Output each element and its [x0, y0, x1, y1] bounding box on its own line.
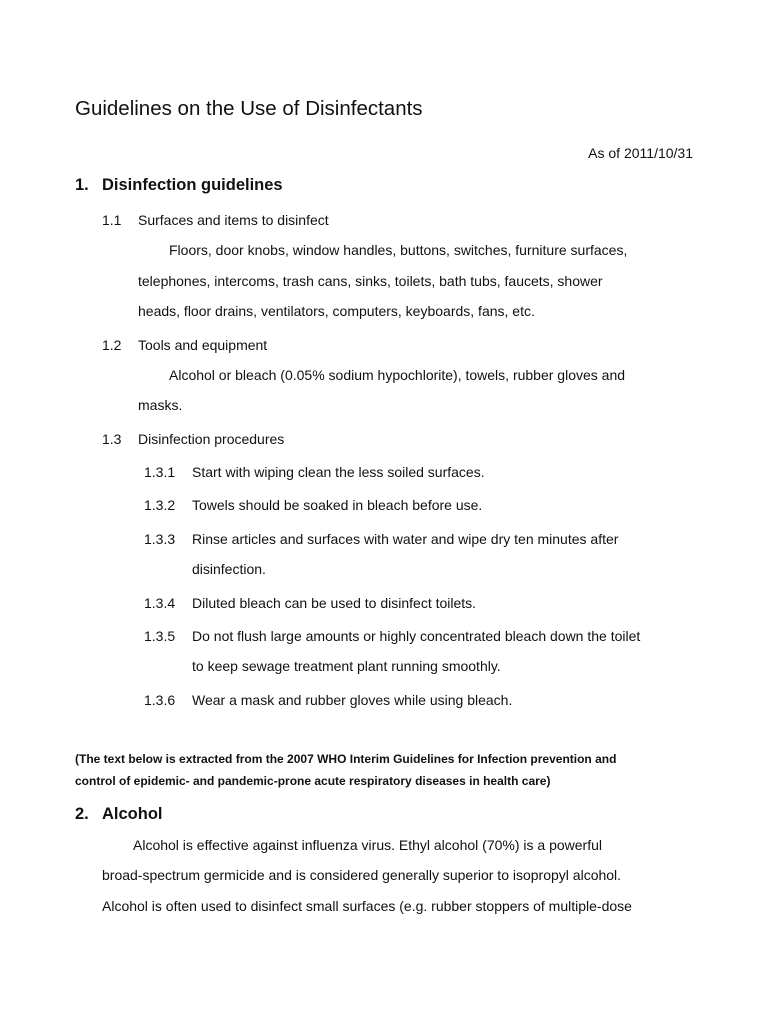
subsection-1-2-title: Tools and equipment	[138, 337, 268, 353]
section-2-text-line: Alcohol is often used to disinfect small surfaces (e.g. rubber stoppers of multiple-dose	[102, 898, 632, 914]
subsection-1-3-title: Disinfection procedures	[138, 431, 285, 447]
section-2-number: 2.	[75, 805, 89, 823]
procedure-text-line: to keep sewage treatment plant running smoothly.	[192, 658, 501, 674]
section-2-title: Alcohol	[102, 805, 163, 823]
procedure-text-line: Start with wiping clean the less soiled surfaces.	[192, 464, 485, 480]
source-note-line: control of epidemic- and pandemic-prone acute respiratory diseases in health care)	[75, 774, 551, 788]
procedure-text-line: Do not flush large amounts or highly concentrated bleach down the toilet	[192, 628, 641, 644]
subsection-1-2-text-line: Alcohol or bleach (0.05% sodium hypochlorite), towels, rubber gloves and	[169, 367, 626, 383]
subsection-1-1-text-line: Floors, door knobs, window handles, buttons, switches, furniture surfaces,	[169, 242, 628, 258]
subsection-1-1-text-line: heads, floor drains, ventilators, computers, keyboards, fans, etc.	[138, 303, 535, 319]
procedure-text-line: Diluted bleach can be used to disinfect toilets.	[192, 595, 477, 611]
subsection-1-2-number: 1.2	[102, 337, 122, 353]
procedure-number: 1.3.5	[144, 628, 176, 644]
procedure-text-line: Wear a mask and rubber gloves while using bleach.	[192, 692, 513, 708]
section-1-heading	[75, 176, 283, 195]
document-title: Guidelines on the Use of Disinfectants	[75, 97, 423, 120]
subsection-1-1-title: Surfaces and items to disinfect	[138, 212, 329, 228]
subsection-1-1-text-line: telephones, intercoms, trash cans, sinks, toilets, bath tubs, faucets, shower	[138, 273, 603, 289]
section-2-text-line: Alcohol is effective against influenza virus. Ethyl alcohol (70%) is a powerful	[133, 837, 602, 853]
subsection-1-1-number: 1.1	[102, 212, 122, 228]
procedure-text-line: disinfection.	[192, 561, 266, 577]
document-date: As of 2011/10/31	[588, 145, 693, 161]
procedure-text-line: Rinse articles and surfaces with water and wipe dry ten minutes after	[192, 531, 619, 547]
source-note-line: (The text below is extracted from the 2007 WHO Interim Guidelines for Infection prevention and	[75, 752, 617, 766]
procedure-number: 1.3.4	[144, 595, 176, 611]
procedure-number: 1.3.3	[144, 531, 176, 547]
procedure-number: 1.3.2	[144, 497, 176, 513]
section-2-text-line: broad-spectrum germicide and is considered generally superior to isopropyl alcohol.	[102, 867, 622, 883]
procedure-number: 1.3.1	[144, 464, 176, 480]
procedure-number: 1.3.6	[144, 692, 176, 708]
procedure-text-line: Towels should be soaked in bleach before use.	[192, 497, 483, 513]
section-1-number: 1.	[75, 176, 89, 194]
section-1-title: Disinfection guidelines	[102, 176, 283, 194]
subsection-1-2-text-line: masks.	[138, 397, 183, 413]
subsection-1-3-number: 1.3	[102, 431, 122, 447]
section-2-heading	[75, 805, 163, 824]
